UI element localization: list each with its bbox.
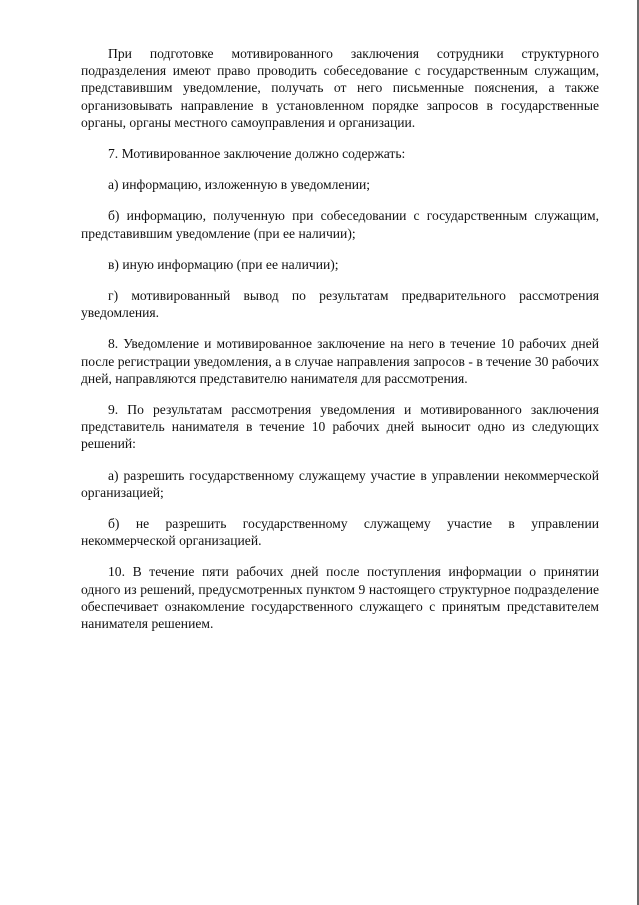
paragraph-item-7d: г) мотивированный вывод по результатам предварительного рассмотрения уведомления. [81, 288, 599, 321]
paragraph-item-8: 8. Уведомление и мотивированное заключение на него в течение 10 рабочих дней после регистрации уведомления, а в случае направления запросов - в течение 30 рабочих дней, направляются представителю нанимателя для рассмотрения. [81, 336, 599, 386]
paragraph-item-9b: б) не разрешить государственному служащему участие в управлении некоммерческой организацией. [81, 516, 599, 549]
paragraph-item-10: 10. В течение пяти рабочих дней после поступления информации о принятии одного из решений, предусмотренных пунктом 9 настоящего структурное подразделение обеспечивает ознакомление государственного служащего с принятым представителем нанимателя решением. [81, 564, 599, 632]
paragraph-item-7a: а) информацию, изложенную в уведомлении; [108, 177, 371, 193]
paragraph-interview-rights: При подготовке мотивированного заключения сотрудники структурного подразделения имеют право проводить собеседование с государственным служащим, представившим уведомление, получать от него письменные пояснения, а также организовывать направление в установленном порядке запросов в государственные органы, органы местного самоуправления и организации. [81, 46, 599, 130]
paragraph-item-9a: а) разрешить государственному служащему участие в управлении некоммерческой организацией; [81, 467, 599, 500]
paragraph-item-7: 7. Мотивированное заключение должно содержать: [108, 146, 406, 162]
paragraph-item-9: 9. По результатам рассмотрения уведомления и мотивированного заключения представитель нанимателя в течение 10 рабочих дней выносит одно из следующих решений: [81, 402, 599, 452]
paragraph-item-7b: б) информацию, полученную при собеседовании с государственным служащим, представившим уведомление (при ее наличии); [81, 208, 599, 241]
document-body [81, 45, 599, 645]
paragraph-item-7c: в) иную информацию (при ее наличии); [108, 256, 339, 272]
